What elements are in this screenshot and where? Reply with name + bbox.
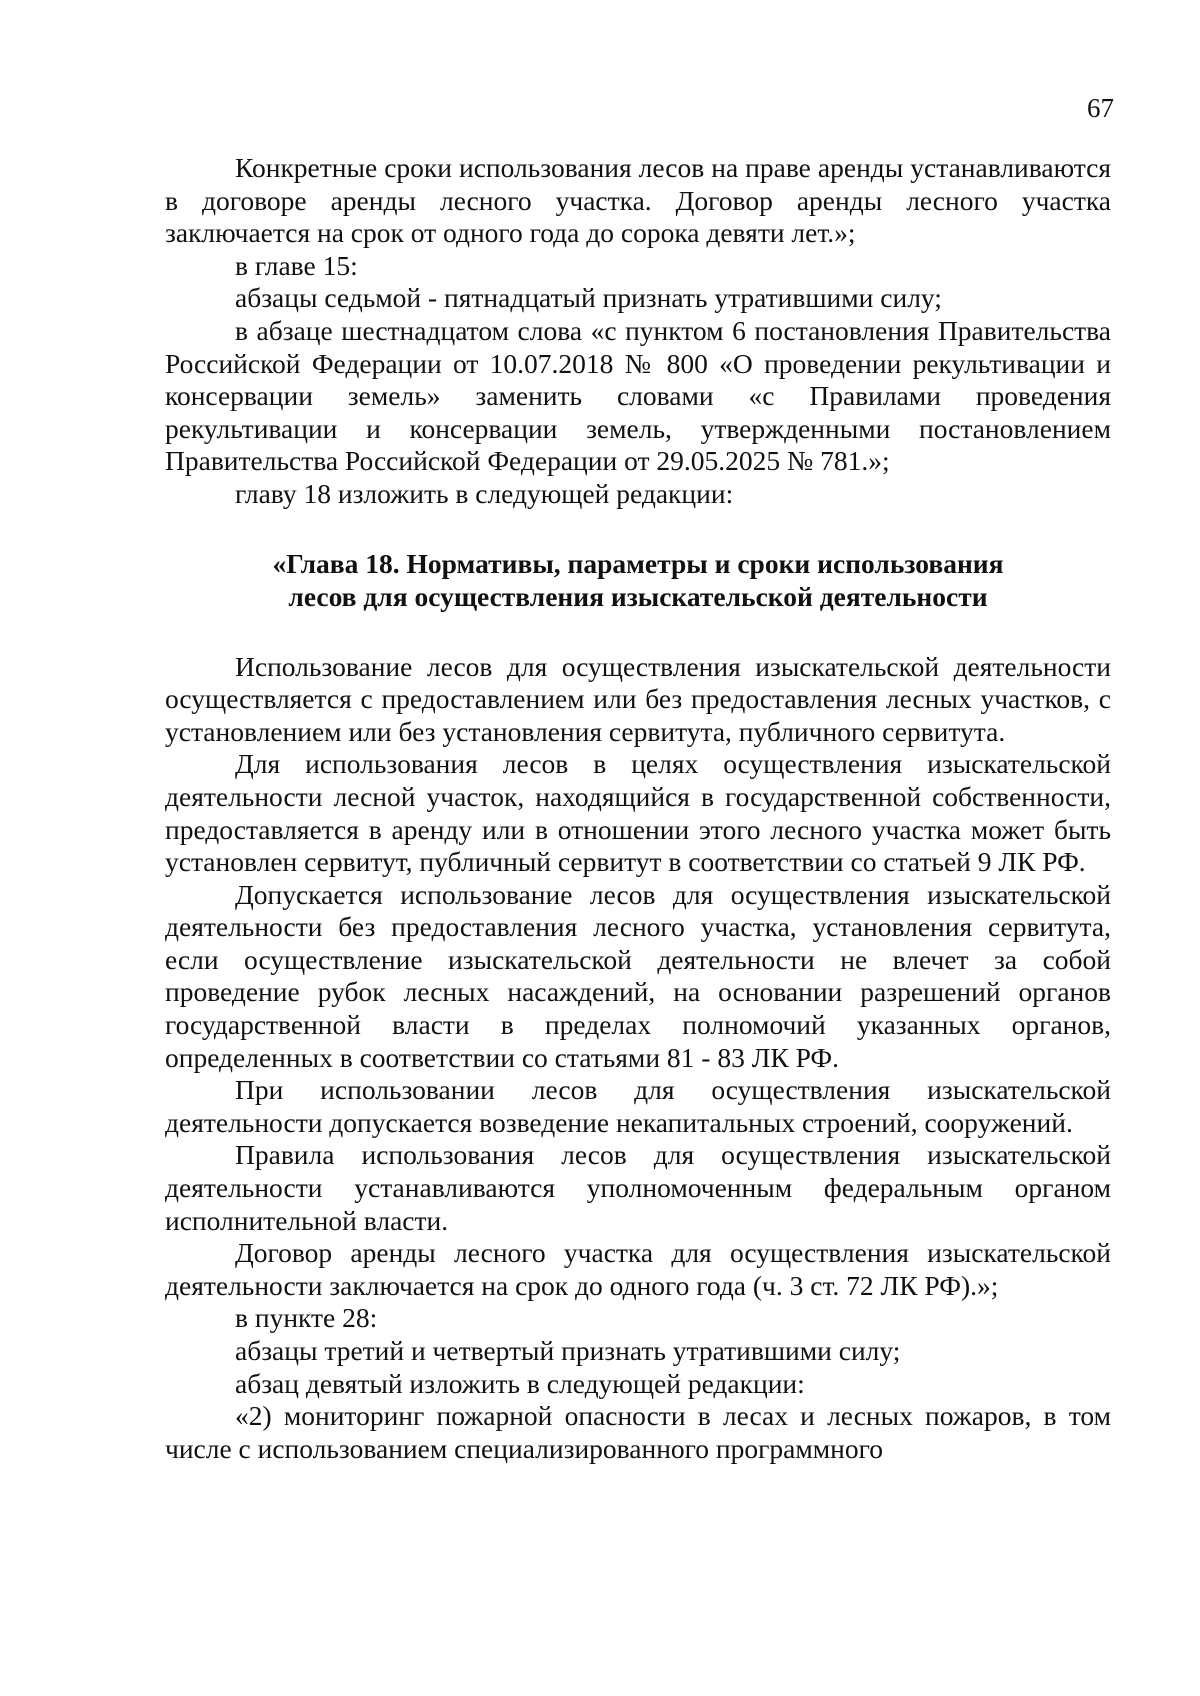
paragraph: Для использования лесов в целях осуществления изыскательской деятельности лесной участок, находящийся в государственной собственности, предоставляется в аренду или в отношении этого лесного участка может быть установлен сервитут, публичный сервитут в соответствии со статьей 9 ЛК РФ.	[165, 748, 1111, 878]
paragraph: «2) мониторинг пожарной опасности в лесах и лесных пожаров, в том числе с использованием специализированного программного	[165, 1400, 1111, 1464]
paragraph: абзац девятый изложить в следующей редакции:	[235, 1367, 805, 1399]
paragraph: Допускается использование лесов для осуществления изыскательской деятельности без предоставления лесного участка, установления сервитута, если осуществление изыскательской деятельности не влечет за собой проведение рубок лесных насаждений, на основании разрешений органов государственной власти в пределах полномочий указанных органов, определенных в соответствии со статьями 81 - 83 ЛК РФ.	[165, 878, 1111, 1073]
chapter-heading-line: «Глава 18. Нормативы, параметры и сроки использования	[272, 547, 1004, 579]
page-number: 67	[1087, 93, 1114, 123]
paragraph: в абзаце шестнадцатом слова «с пунктом 6 постановления Правительства Российской Федерации от 10.07.2018 № 800 «О проведении рекультивации и консервации земель» заменить словами «с Правилами проведения рекультивации и консервации земель, утвержденными постановлением Правительства Российской Федерации от 29.05.2025 № 781.»;	[165, 314, 1111, 477]
paragraph: в главе 15:	[235, 249, 358, 281]
paragraph: абзацы седьмой - пятнадцатый признать утратившими силу;	[235, 282, 942, 314]
paragraph: При использовании лесов для осуществления изыскательской деятельности допускается возведение некапитальных строений, сооружений.	[165, 1074, 1111, 1138]
paragraph: абзацы третий и четвертый признать утратившими силу;	[235, 1335, 901, 1366]
paragraph: главу 18 изложить в следующей редакции:	[235, 477, 734, 509]
paragraph: Конкретные сроки использования лесов на праве аренды устанавливаются в договоре аренды лесного участка. Договор аренды лесного участка заключается на срок от одного года до сорока девяти лет.»;	[165, 152, 1111, 249]
chapter-heading	[165, 547, 1111, 613]
paragraph: в пункте 28:	[235, 1302, 378, 1334]
document-body	[165, 152, 1111, 1465]
paragraph: Правила использования лесов для осуществления изыскательской деятельности устанавливаются уполномоченным федеральным органом исполнительной власти.	[165, 1139, 1111, 1236]
chapter-heading-line: лесов для осуществления изыскательской деятельности	[288, 580, 988, 612]
paragraph: Договор аренды лесного участка для осуществления изыскательской деятельности заключается на срок до одного года (ч. 3 ст. 72 ЛК РФ).»;	[165, 1237, 1111, 1301]
paragraph: Использование лесов для осуществления изыскательской деятельности осуществляется с предоставлением или без предоставления лесных участков, с установлением или без установления сервитута, публичного сервитута.	[165, 650, 1111, 747]
